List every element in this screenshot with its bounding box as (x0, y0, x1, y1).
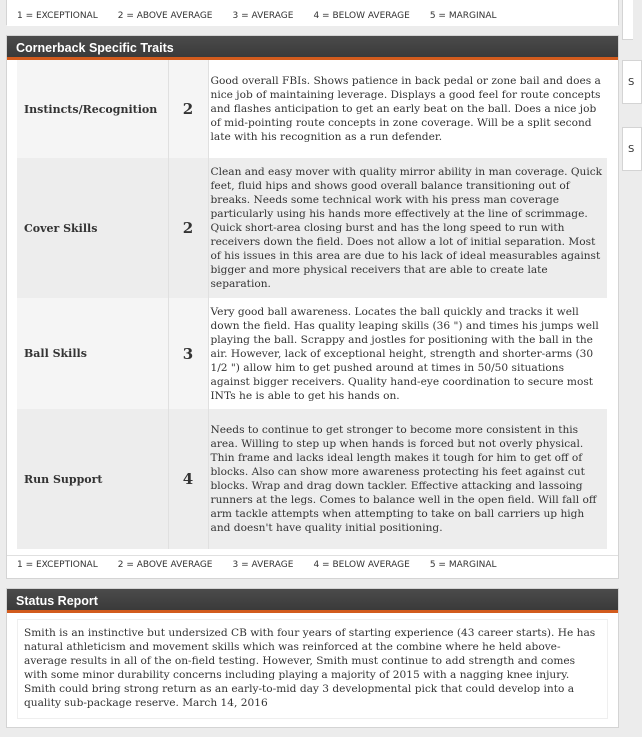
trait-row (17, 298, 607, 409)
legend-item: 2 = ABOVE AVERAGE (117, 559, 213, 570)
trait-row (17, 409, 607, 549)
trait-description: Needs to continue to get stronger to become more consistent in this area. Willing to step up when hands is forced but not overly physical. Thin frame and lacks ideal length makes it tough for him to get off of blocks. Also can show more awareness protecting his feet against cut blocks. Wrap and drag down tackler. Effective attacking and lassoing runners at the legs. Comes to balance well in the open field. Will fall off arm tackle attempts when attempting to take on ball carriers up high and doesn't have quality initial positioning. (208, 409, 607, 549)
trait-grade: 3 (168, 298, 208, 409)
side-tab-label: S (628, 144, 635, 155)
right-panel-edge (622, 0, 633, 40)
trait-name: Cover Skills (17, 158, 168, 298)
legend-item: 5 = MARGINAL (429, 11, 497, 21)
trait-description: Very good ball awareness. Locates the ball quickly and tracks it well down the field. Has quality leaping skills (36 ") and times his jumps well playing the ball. Scrappy and jostles for positioning with the ball in the air. However, lack of exceptional height, strength and shorter-arms (30 1/2 ") allow him to get pushed around at times in 50/50 situations against bigger receivers. Quality hand-eye coordination to secure most INTs he is able to get his hands on. (208, 298, 607, 409)
trait-grade: 2 (168, 60, 208, 158)
legend-item: 1 = EXCEPTIONAL (17, 11, 98, 21)
traits-table (17, 60, 607, 549)
trait-description: Clean and easy mover with quality mirror ability in man coverage. Quick feet, fluid hips and shows good overall balance transitioning out of breaks. Needs some technical work with his press man coverage particularly using his hands more effectively at the line of scrimmage. Quick short-area closing burst and has the long speed to run with receivers down the field. Does not allow a lot of initial separation. Most of his issues in this area are due to his lack of ideal measurables against bigger and more physical receivers that are able to create late separation. (208, 158, 607, 298)
legend-item: 4 = BELOW AVERAGE (313, 559, 410, 570)
trait-grade: 2 (168, 158, 208, 298)
legend-item: 1 = EXCEPTIONAL (17, 559, 98, 570)
section-title: Status Report (7, 589, 618, 613)
trait-description: Good overall FBIs. Shows patience in back pedal or zone bail and does a nice job of maintaining leverage. Displays a good feel for route concepts and flashes anticipation to get an early beat on the ball. Does a nice job of mid-pointing route concepts in zone coverage. Will be a split second late with his recognition as a run defender. (208, 60, 607, 158)
side-tab[interactable] (622, 127, 642, 171)
status-panel (6, 588, 619, 728)
legend-item: 4 = BELOW AVERAGE (313, 11, 410, 21)
traits-panel (6, 35, 619, 579)
section-title: Cornerback Specific Traits (7, 36, 618, 60)
trait-row (17, 158, 607, 298)
legend-item: 3 = AVERAGE (232, 559, 294, 570)
legend-item: 2 = ABOVE AVERAGE (117, 11, 213, 21)
legend-item: 5 = MARGINAL (429, 559, 497, 570)
side-tab[interactable] (622, 60, 642, 104)
trait-row (17, 60, 607, 158)
legend-panel-top (6, 0, 619, 25)
trait-name: Instincts/Recognition (17, 60, 168, 158)
trait-name: Ball Skills (17, 298, 168, 409)
side-tab-label: S (628, 77, 635, 88)
status-report-text: Smith is an instinctive but undersized CB with four years of starting experience (43 career starts). He has natural athleticism and movement skills which was reinforced at the combine where he held above-average results in all of the on-field testing. However, Smith must continue to add strength and comes with some minor durability concerns including playing a majority of 2015 with a nagging knee injury. Smith could bring strong return as an early-to-mid day 3 developmental pick that could develop into a quality sub-package reserve. March 14, 2016 (17, 619, 608, 719)
legend-item: 3 = AVERAGE (232, 11, 294, 21)
grade-legend (7, 6, 618, 26)
trait-grade: 4 (168, 409, 208, 549)
grade-legend (7, 555, 618, 573)
trait-name: Run Support (17, 409, 168, 549)
